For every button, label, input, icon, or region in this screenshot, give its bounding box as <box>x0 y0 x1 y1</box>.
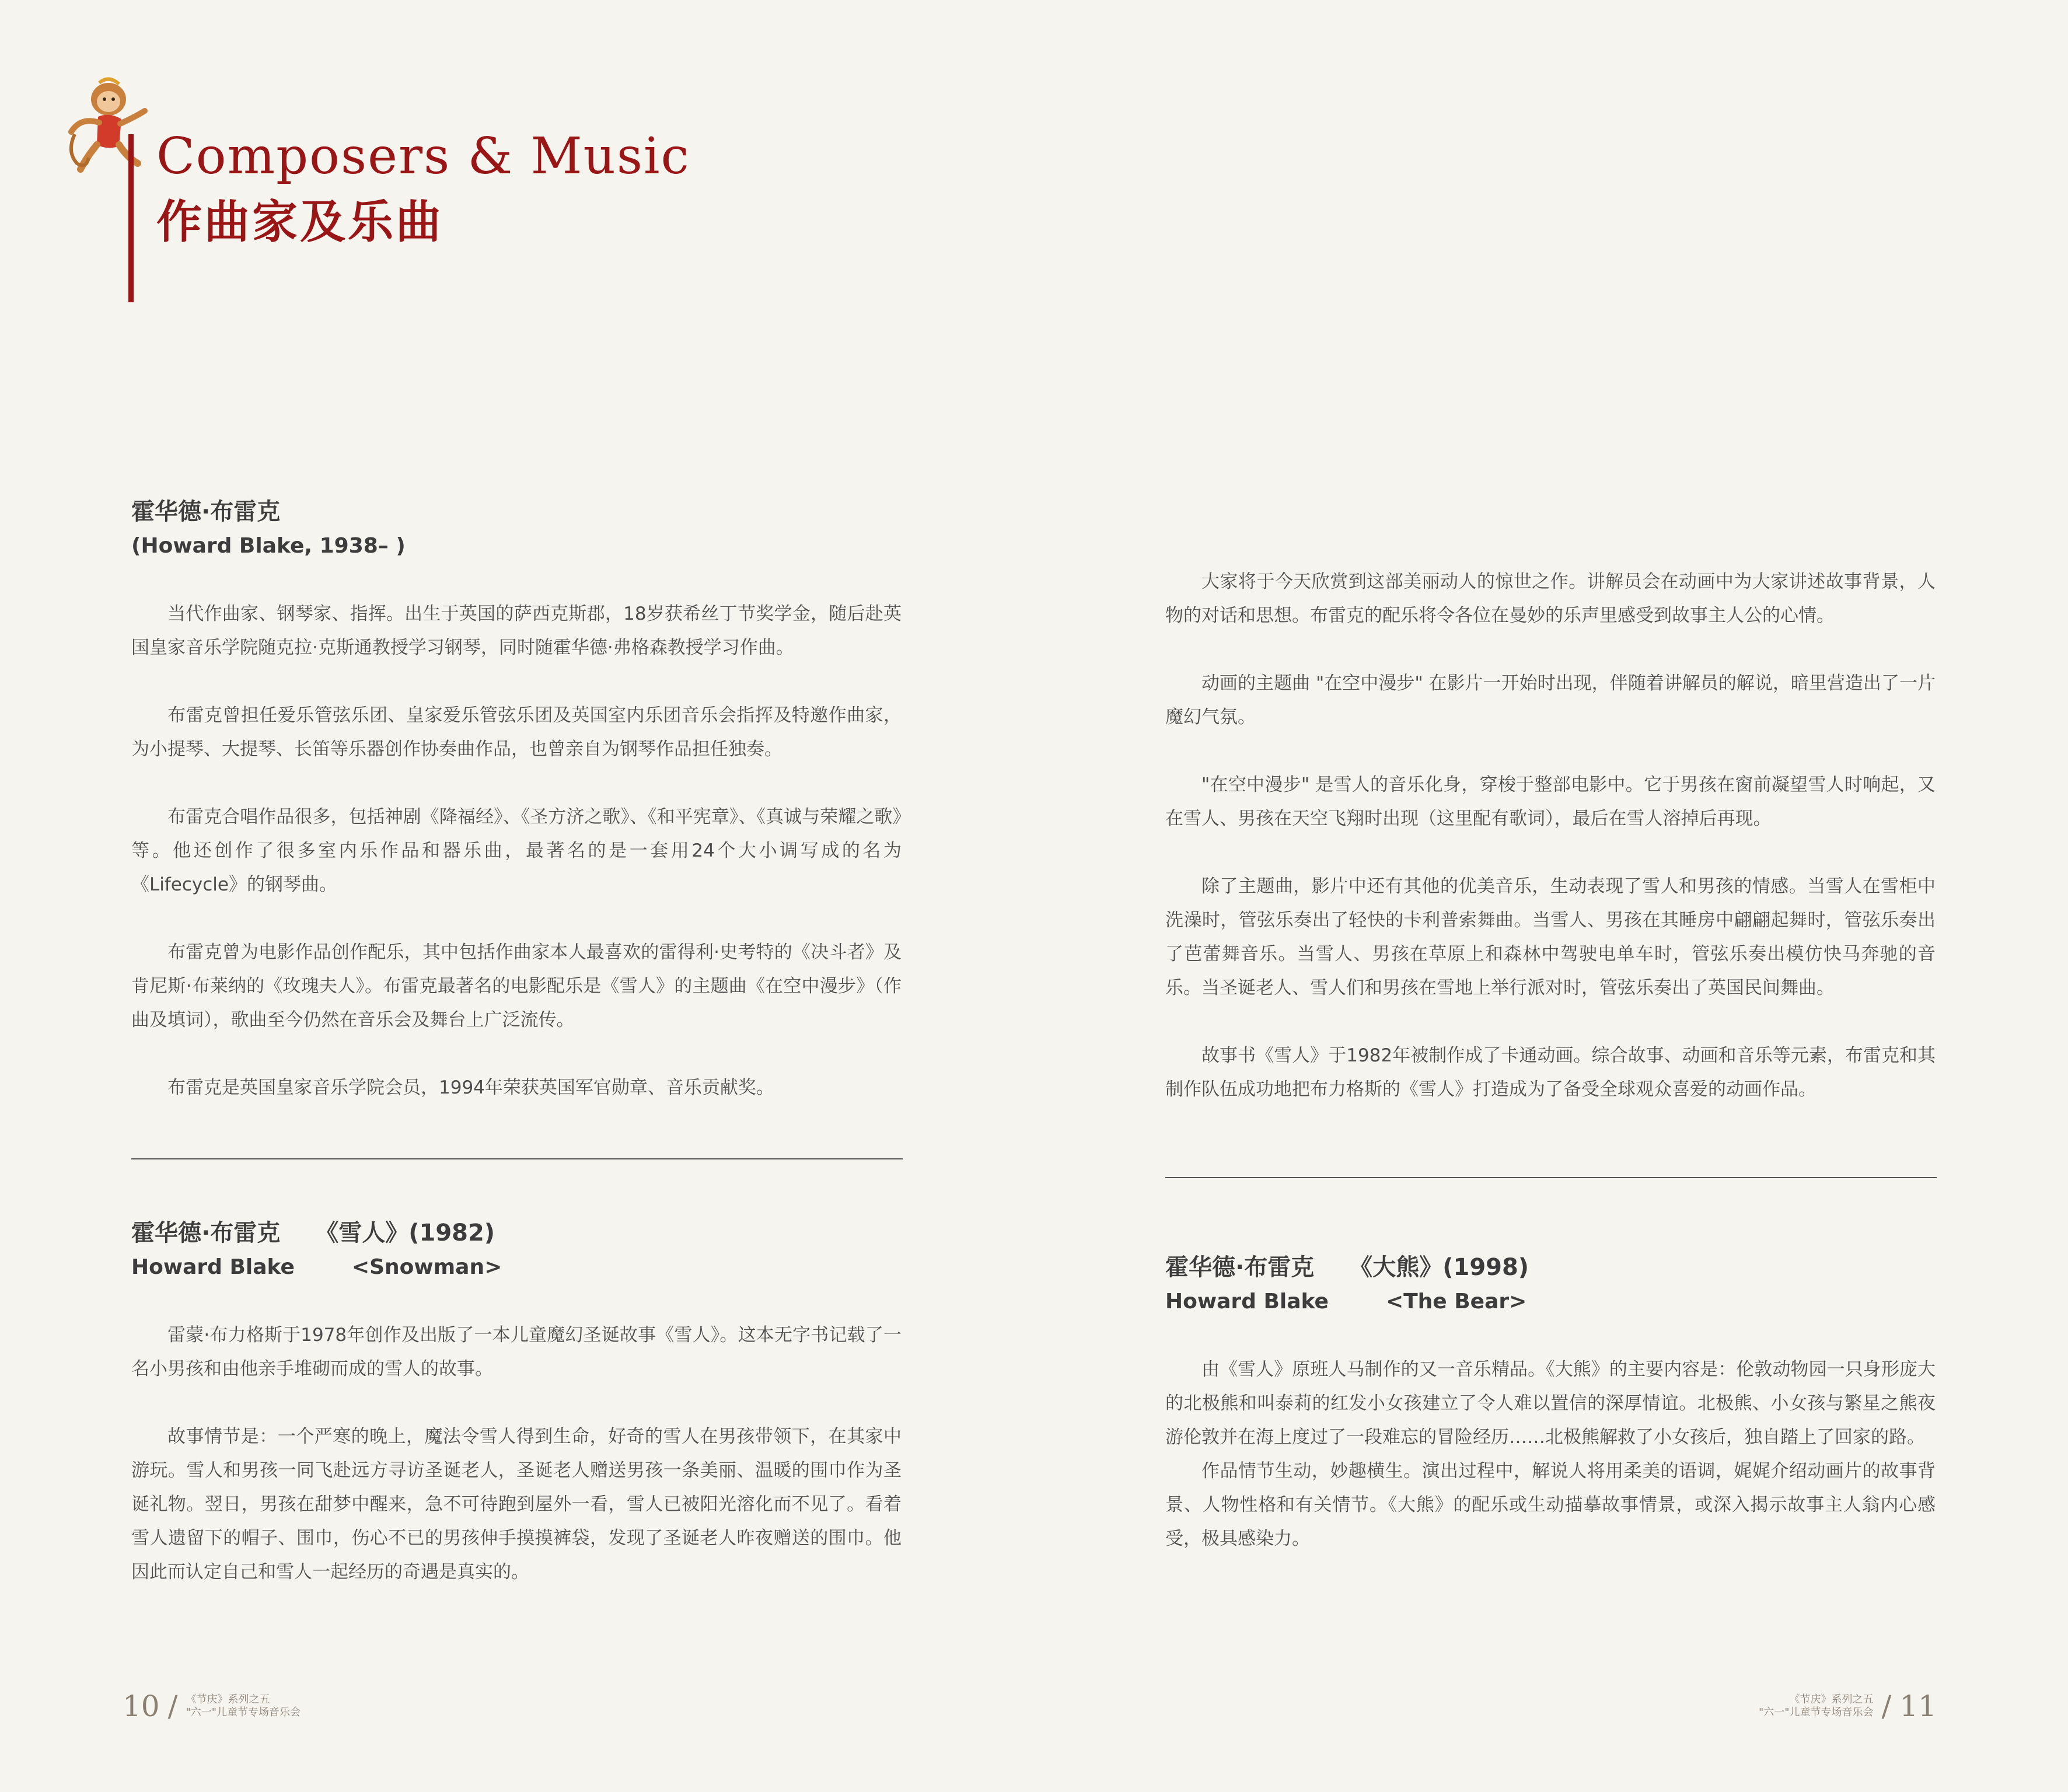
series-label <box>1759 1693 1874 1719</box>
section-divider <box>1165 1177 1937 1178</box>
page-footer <box>123 1689 301 1723</box>
page-number: 11 <box>1899 1689 1937 1723</box>
work-paragraph: 雷蒙·布力格斯于1978年创作及出版了一本儿童魔幻圣诞故事《雪人》。这本无字书记载了一名小男孩和由他亲手堆砌而成的雪人的故事。 <box>131 1325 902 1379</box>
bio-paragraph: 布雷克合唱作品很多，包括神剧《降福经》、《圣方济之歌》、《和平宪章》、《真诚与荣耀之歌》等。他还创作了很多室内乐作品和器乐曲，最著名的是一套用24个大小调写成的名为《Lifecycle》的钢琴曲。 <box>131 806 902 895</box>
work-heading-cn <box>131 1215 902 1250</box>
right-page <box>1034 0 2068 1792</box>
work-heading-cn <box>1165 1250 1936 1285</box>
bio-paragraph: 布雷克曾为电影作品创作配乐，其中包括作曲家本人最喜欢的雷得利·史考特的《决斗者》及肯尼斯·布莱纳的《玫瑰夫人》。布雷克最著名的电影配乐是《雪人》的主题曲《在空中漫步》（作曲及填词），歌曲至今仍然在音乐会及舞台上广泛流传。 <box>131 942 902 1031</box>
section-divider <box>131 1158 903 1159</box>
series-line2: "六一"儿童节专场音乐会 <box>186 1706 301 1718</box>
work-composer-en: Howard Blake <box>131 1255 295 1279</box>
intro-paragraph: 大家将于今天欣赏到这部美丽动人的惊世之作。讲解员会在动画中为大家讲述故事背景，人物的对话和思想。布雷克的配乐将令各位在曼妙的乐声里感受到故事主人公的心情。 <box>1165 571 1936 626</box>
bio-paragraph: 当代作曲家、钢琴家、指挥。出生于英国的萨西克斯郡，18岁获希丝丁节奖学金，随后赴英国皇家音乐学院随克拉·克斯通教授学习钢琴，同时随霍华德·弗格森教授学习作曲。 <box>131 603 902 658</box>
work-title-cn: 《大熊》(1998) <box>1349 1254 1529 1281</box>
work-composer-en: Howard Blake <box>1165 1290 1329 1314</box>
work-paragraph: 由《雪人》原班人马制作的又一音乐精品。《大熊》的主要内容是：伦敦动物园一只身形庞大的北极熊和叫泰莉的红发小女孩建立了令人难以置信的深厚情谊。北极熊、小女孩与繁星之熊夜游伦敦并在海上度过了一段难忘的冒险经历……北极熊解救了小女孩后，独自踏上了回家的路。 <box>1165 1359 1936 1448</box>
work-the-bear <box>1165 1250 1936 1556</box>
monkey-king-icon <box>63 76 151 175</box>
intro-paragraph: 故事书《雪人》于1982年被制作成了卡通动画。综合故事、动画和音乐等元素，布雷克和其制作队伍成功地把布力格斯的《雪人》打造成为了备受全球观众喜爱的动画作品。 <box>1165 1045 1936 1100</box>
intro-paragraph: 动画的主题曲 "在空中漫步" 在影片一开始时出现，伴随着讲解员的解说，暗里营造出了一片魔幻气氛。 <box>1165 673 1936 728</box>
intro-paragraph: 除了主题曲，影片中还有其他的优美音乐，生动表现了雪人和男孩的情感。当雪人在雪柜中洗澡时，管弦乐奏出了轻快的卡利普索舞曲。当雪人、男孩在其睡房中翩翩起舞时，管弦乐奏出了芭蕾舞音乐。当雪人、男孩在草原上和森林中驾驶电单车时，管弦乐奏出模仿快马奔驰的音乐。当圣诞老人、雪人们和男孩在雪地上举行派对时，管弦乐奏出了英国民间舞曲。 <box>1165 876 1936 998</box>
work-composer-cn: 霍华德·布雷克 <box>131 1220 281 1246</box>
series-line1: 《节庆》系列之五 <box>1789 1693 1874 1706</box>
bio-paragraph: 布雷克是英国皇家音乐学院会员，1994年荣获英国军官勋章、音乐贡献奖。 <box>167 1077 774 1098</box>
intro-paragraph: "在空中漫步" 是雪人的音乐化身，穿梭于整部电影中。它于男孩在窗前凝望雪人时响起，又在雪人、男孩在天空飞翔时出现（这里配有歌词），最后在雪人溶掉后再现。 <box>1165 774 1936 829</box>
bio-paragraph: 布雷克曾担任爱乐管弦乐团、皇家爱乐管弦乐团及英国室内乐团音乐会指挥及特邀作曲家，为小提琴、大提琴、长笛等乐器创作协奏曲作品，也曾亲自为钢琴作品担任独奏。 <box>131 705 902 760</box>
page-number: 10 <box>123 1689 160 1723</box>
work-heading-en <box>131 1250 902 1284</box>
composer-bio <box>131 494 902 1105</box>
work-snowman <box>131 1215 902 1589</box>
work-heading-en <box>1165 1285 1936 1319</box>
work-paragraph: 故事情节是：一个严寒的晚上，魔法令雪人得到生命，好奇的雪人在男孩带领下，在其家中游玩。雪人和男孩一同飞赴远方寻访圣诞老人，圣诞老人赠送男孩一条美丽、温暖的围巾作为圣诞礼物。翌日，男孩在甜梦中醒来，急不可待跑到屋外一看，雪人已被阳光溶化而不见了。看着雪人遗留下的帽子、围巾，伤心不已的男孩伸手摸摸裤袋，发现了圣诞老人昨夜赠送的围巾。他因此而认定自己和雪人一起经历的奇遇是真实的。 <box>131 1426 902 1583</box>
title-accent-bar <box>128 134 134 302</box>
work-composer-cn: 霍华德·布雷克 <box>1165 1254 1315 1281</box>
page-title-en: Composers & Music <box>156 127 690 186</box>
snowman-details <box>1165 565 1936 1106</box>
page-title-cn: 作曲家及乐曲 <box>156 195 444 249</box>
series-label <box>186 1693 301 1719</box>
work-paragraph: 作品情节生动，妙趣横生。演出过程中，解说人将用柔美的语调，娓娓介绍动画片的故事背景、人物性格和有关情节。《大熊》的配乐或生动描摹故事情景，或深入揭示故事主人翁内心感受，极具感染力。 <box>1165 1461 1936 1549</box>
series-line2: "六一"儿童节专场音乐会 <box>1758 1706 1874 1718</box>
composer-name-cn: 霍华德·布雷克 <box>131 498 281 525</box>
work-title-cn: 《雪人》(1982) <box>315 1220 495 1246</box>
work-title-en: <The Bear> <box>1385 1290 1527 1314</box>
series-line1: 《节庆》系列之五 <box>186 1693 270 1706</box>
footer-slash: / <box>1881 1689 1892 1723</box>
page-footer <box>1759 1689 1937 1723</box>
composer-name-en: (Howard Blake, 1938– ) <box>131 534 406 558</box>
work-title-en: <Snowman> <box>351 1255 502 1279</box>
footer-slash: / <box>167 1689 178 1723</box>
